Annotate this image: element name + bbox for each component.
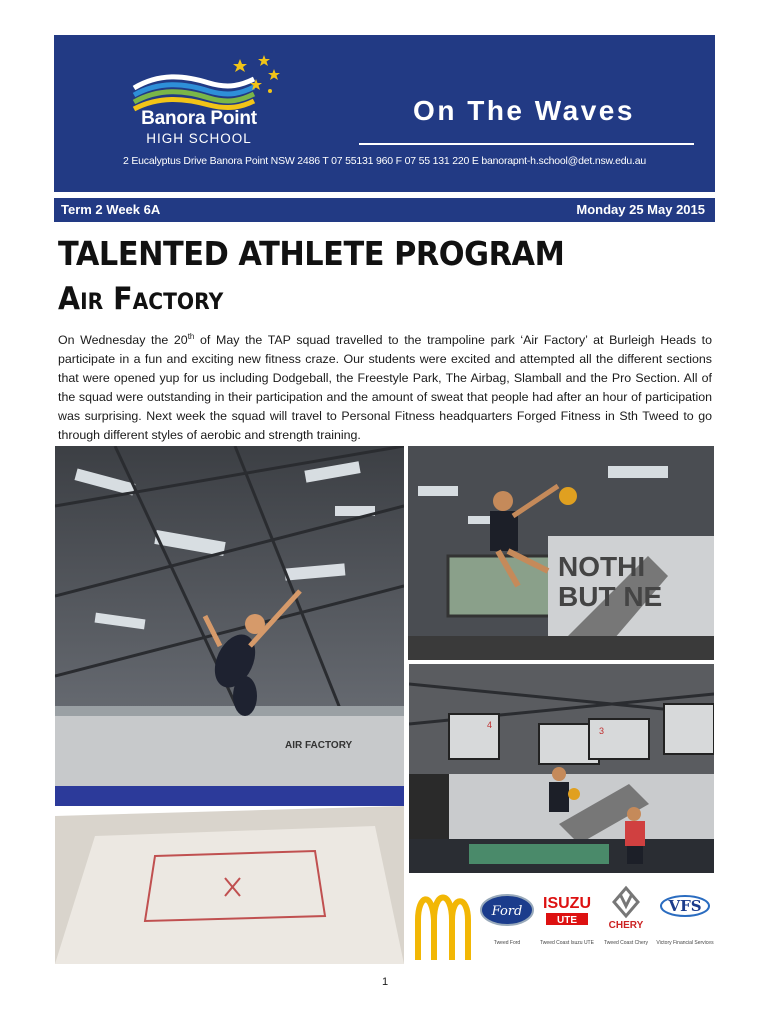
wall-text-nothing: NOTHI [558,551,646,582]
mcdonalds-logo-icon [412,880,474,966]
sponsor-ford[interactable] [478,880,536,966]
sponsor-chery[interactable] [598,880,654,966]
sponsor-isuzu[interactable] [538,880,596,966]
chery-caption: Tweed Coast Chery [604,940,648,946]
issue-date: Monday 25 May 2015 [576,202,705,217]
wall-text-but-ne: BUT NE [558,581,663,612]
isuzu-wordmark: ISUZU [543,895,591,912]
term-bar [54,198,715,222]
sponsor-strip [412,880,714,966]
isuzu-logo-icon [538,880,596,940]
title-divider [359,143,694,145]
school-logo [114,53,294,148]
wall-text-air-factory: AIR FACTORY [285,740,353,751]
vfs-logo-icon [656,880,714,940]
school-subtitle: HIGH SCHOOL [146,131,252,146]
ford-wordmark: Ford [491,904,523,919]
school-name: Banora Point [141,108,257,129]
article-body [58,331,712,445]
term-week: Term 2 Week 6A [61,202,161,217]
newsletter-title: On The Waves [413,95,635,126]
masthead [54,35,715,192]
article-headline: TALENTED ATHLETE PROGRAM [58,234,565,273]
contact-line: 2 Eucalyptus Drive Banora Point NSW 2486 T 07 55131 960 F 07 55 131 220 E banorapnt-h.school@det.nsw.edu.au [123,155,646,167]
isuzu-ute: UTE [557,915,577,926]
ford-logo-icon [478,880,536,940]
vfs-wordmark: VFS [668,897,702,915]
isuzu-caption: Tweed Coast Isuzu UTE [540,940,594,946]
sponsor-mcdonalds[interactable] [412,880,474,966]
ordinal-suffix: th [187,331,195,341]
page-number: 1 [381,976,389,988]
body-text-start: On Wednesday the 20 [58,333,188,347]
article-subhead: Air Factory [58,281,224,317]
sponsor-vfs[interactable] [656,880,714,966]
hoop-number-4: 4 [487,720,493,730]
hoop-number-3: 3 [599,726,605,736]
chery-wordmark: CHERY [608,920,644,931]
body-text-rest: of May the TAP squad travelled to the trampoline park ‘Air Factory’ at Burleigh Heads to participate in a fun and exciting new fitness craze. Our students were excited and attempted all the different sections that were opened yup for us including Dodgeball, the Freestyle Park, The Airbag, Slamball and the Pro Section. All of the squad were outstanding in their participation and the amount of sweat that people had after an hour of participation was surprising. Next week the squad will travel to Personal Fitness headquarters Forged Fitness in Sth Tweed to go through different styles of aerobic and strength training. [58,333,713,442]
waves-stars-logo-icon [114,53,294,113]
vfs-caption: Victory Financial Services [656,940,714,946]
chery-logo-icon [598,880,654,940]
photo-slamball-dunk [408,446,714,660]
photo-basketball-hoops [409,664,714,873]
photo-trampoline-hall [55,446,404,964]
ford-caption: Tweed Ford [493,940,521,946]
